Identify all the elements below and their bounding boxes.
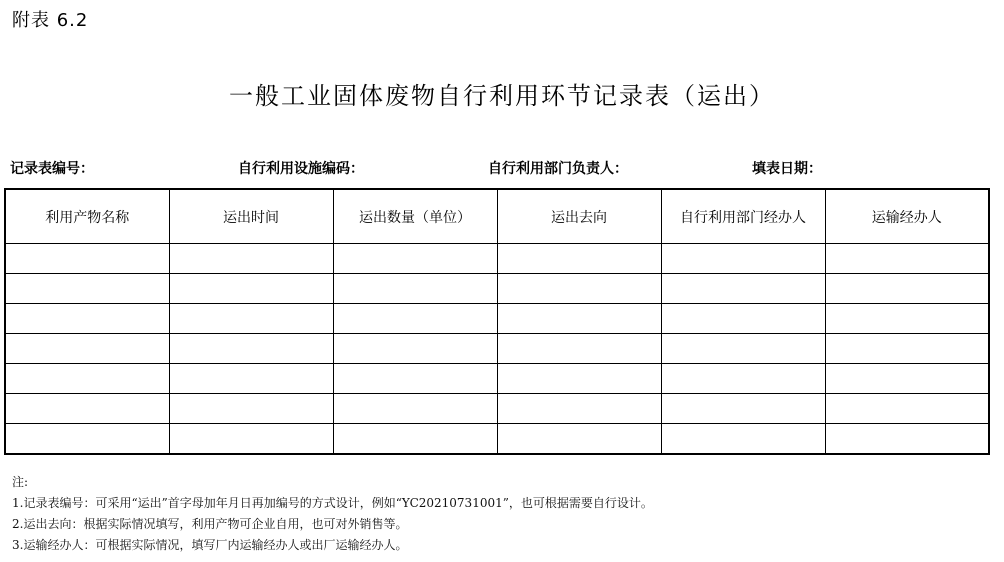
- table-cell[interactable]: [825, 364, 989, 394]
- table-cell[interactable]: [333, 424, 497, 455]
- table-cell[interactable]: [169, 274, 333, 304]
- facility-code-label: 自行利用设施编码：: [238, 161, 364, 177]
- header-transport-handler: 运输经办人: [825, 189, 989, 244]
- table-cell[interactable]: [661, 304, 825, 334]
- table-cell[interactable]: [5, 304, 169, 334]
- table-cell[interactable]: [333, 334, 497, 364]
- table-cell[interactable]: [169, 364, 333, 394]
- table-cell[interactable]: [825, 304, 989, 334]
- table-cell[interactable]: [661, 274, 825, 304]
- table-cell[interactable]: [825, 244, 989, 274]
- table-cell[interactable]: [5, 424, 169, 455]
- table-row: [5, 334, 989, 364]
- header-shipment-time: 运出时间: [169, 189, 333, 244]
- table-cell[interactable]: [333, 244, 497, 274]
- table-cell[interactable]: [825, 334, 989, 364]
- table-cell[interactable]: [661, 244, 825, 274]
- table-cell[interactable]: [5, 334, 169, 364]
- note-item: 2.运出去向：根据实际情况填写，利用产物可企业自用，也可对外销售等。: [12, 517, 408, 531]
- table-header-row: [5, 189, 989, 244]
- table-cell[interactable]: [825, 394, 989, 424]
- table-cell[interactable]: [169, 304, 333, 334]
- record-number-label: 记录表编号：: [10, 161, 94, 177]
- table-cell[interactable]: [497, 274, 661, 304]
- table-cell[interactable]: [825, 424, 989, 455]
- header-shipment-quantity: 运出数量（单位）: [333, 189, 497, 244]
- note-item: 1.记录表编号：可采用“运出”首字母加年月日再加编号的方式设计，例如“YC20210731001”，也可根据需要自行设计。: [12, 496, 653, 510]
- table-row: [5, 424, 989, 455]
- notes-section: [12, 472, 653, 556]
- table-cell[interactable]: [169, 394, 333, 424]
- table-cell[interactable]: [169, 334, 333, 364]
- appendix-label: 附表 6.2: [12, 10, 89, 31]
- header-destination: 运出去向: [497, 189, 661, 244]
- table-cell[interactable]: [169, 244, 333, 274]
- table-cell[interactable]: [661, 424, 825, 455]
- table-row: [5, 364, 989, 394]
- table-row: [5, 394, 989, 424]
- table-cell[interactable]: [825, 274, 989, 304]
- table-row: [5, 304, 989, 334]
- header-product-name: 利用产物名称: [5, 189, 169, 244]
- table-row: [5, 274, 989, 304]
- table-cell[interactable]: [333, 304, 497, 334]
- table-cell[interactable]: [333, 394, 497, 424]
- note-item: 3.运输经办人：可根据实际情况，填写厂内运输经办人或出厂运输经办人。: [12, 538, 408, 552]
- table-row: [5, 244, 989, 274]
- table-cell[interactable]: [169, 424, 333, 455]
- table-cell[interactable]: [333, 274, 497, 304]
- table-cell[interactable]: [497, 424, 661, 455]
- table-cell[interactable]: [5, 244, 169, 274]
- department-head-label: 自行利用部门负责人：: [488, 161, 628, 177]
- table-cell[interactable]: [5, 274, 169, 304]
- header-department-handler: 自行利用部门经办人: [661, 189, 825, 244]
- fill-date-label: 填表日期：: [752, 161, 822, 177]
- table-cell[interactable]: [661, 334, 825, 364]
- table-cell[interactable]: [661, 394, 825, 424]
- table-cell[interactable]: [661, 364, 825, 394]
- table-cell[interactable]: [5, 364, 169, 394]
- table-cell[interactable]: [497, 244, 661, 274]
- table-cell[interactable]: [497, 364, 661, 394]
- page-title: 一般工业固体废物自行利用环节记录表（运出）: [229, 82, 775, 110]
- table-cell[interactable]: [5, 394, 169, 424]
- table-cell[interactable]: [497, 394, 661, 424]
- notes-heading: 注:: [12, 475, 29, 489]
- table-cell[interactable]: [333, 364, 497, 394]
- record-table: [4, 188, 990, 455]
- table-cell[interactable]: [497, 334, 661, 364]
- table-cell[interactable]: [497, 304, 661, 334]
